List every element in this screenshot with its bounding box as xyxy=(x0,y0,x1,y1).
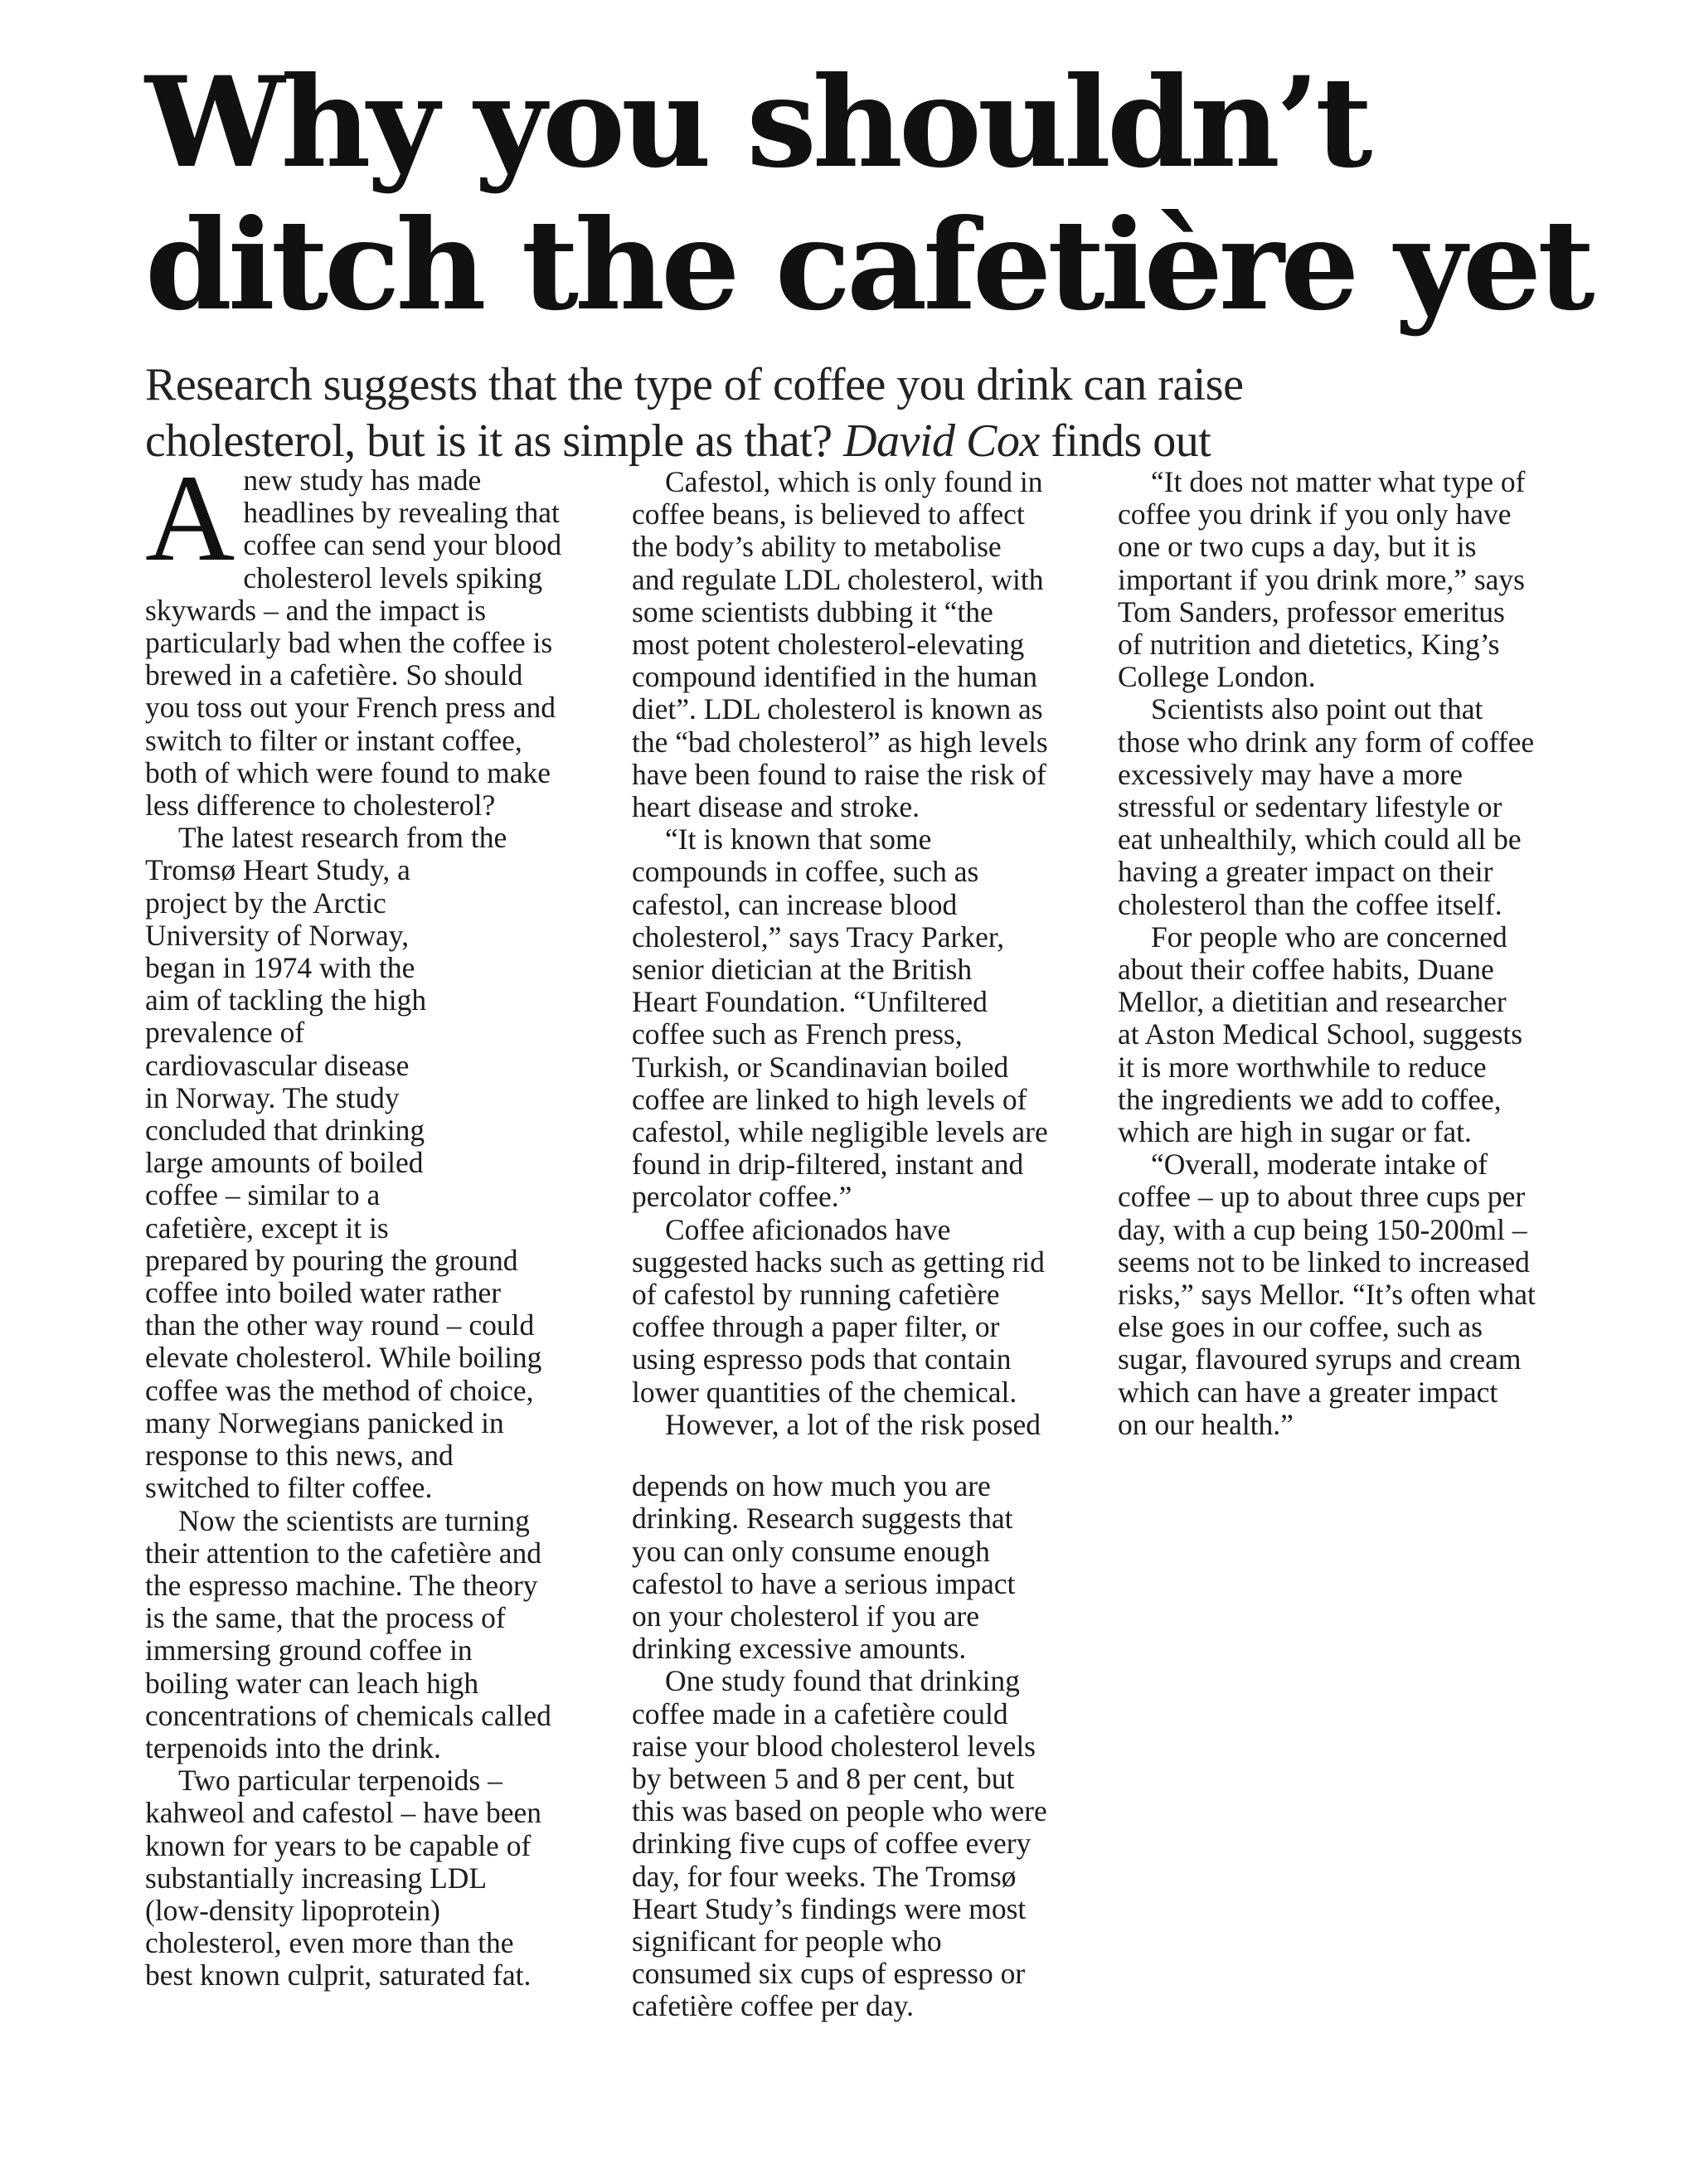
text-line: percolator coffee.” xyxy=(632,1180,852,1214)
text-line: Two particular terpenoids – xyxy=(178,1764,502,1798)
byline-author: David Cox xyxy=(843,415,1040,467)
text-line: response to this news, and xyxy=(145,1439,454,1473)
text-line: found in drip-filtered, instant and xyxy=(632,1148,1024,1182)
text-line: switch to filter or instant coffee, xyxy=(145,723,522,757)
paragraph-10 xyxy=(1118,466,1595,693)
text-line: headlines by revealing that xyxy=(243,496,560,530)
text-line: both of which were found to make xyxy=(145,755,551,789)
text-line: project by the Arctic xyxy=(145,886,386,920)
text-line: about their coffee habits, Duane xyxy=(1118,953,1494,987)
text-line: eat unhealthily, which could all be xyxy=(1118,823,1522,857)
text-line: the “bad cholesterol” as high levels xyxy=(632,725,1048,759)
article-column-1 xyxy=(145,449,618,1992)
text-line: drinking five cups of coffee every xyxy=(632,1827,1032,1861)
text-line: cholesterol,” says Tracy Parker, xyxy=(632,920,1005,954)
text-line: have been found to raise the risk of xyxy=(632,757,1046,791)
text-line: substantially increasing LDL xyxy=(145,1861,488,1895)
text-line: cholesterol, even more than the xyxy=(145,1926,514,1960)
text-line: University of Norway, xyxy=(145,918,410,952)
text-line: Tom Sanders, professor emeritus xyxy=(1118,595,1505,629)
text-line: large amounts of boiled xyxy=(145,1146,424,1180)
text-line: terpenoids into the drink. xyxy=(145,1730,441,1764)
text-line: Mellor, a dietitian and researcher xyxy=(1118,985,1507,1019)
text-line: drinking. Research suggests that xyxy=(632,1502,1013,1536)
text-line: on your cholesterol if you are xyxy=(632,1599,979,1633)
text-line: began in 1974 with the xyxy=(145,951,415,985)
text-line: Heart Study’s findings were most xyxy=(632,1891,1027,1925)
text-line: However, a lot of the risk posed xyxy=(665,1407,1041,1441)
text-line: coffee – up to about three cups per xyxy=(1118,1180,1526,1214)
text-line: sugar, flavoured syrups and cream xyxy=(1118,1342,1522,1376)
text-line: many Norwegians panicked in xyxy=(145,1405,504,1439)
text-line: raise your blood cholesterol levels xyxy=(632,1729,1036,1763)
text-line: significant for people who xyxy=(632,1924,942,1958)
text-line: which can have a greater impact xyxy=(1118,1375,1498,1409)
text-line: brewed in a cafetière. So should xyxy=(145,658,523,692)
text-line: Scientists also point out that xyxy=(1151,692,1483,726)
text-line: cafestol to have a serious impact xyxy=(632,1566,1016,1600)
column-gap xyxy=(632,1441,1109,1470)
text-line: cafetière coffee per day. xyxy=(632,1989,914,2023)
text-line: the body’s ability to metabolise xyxy=(632,530,1002,564)
text-line: coffee made in a cafetière could xyxy=(632,1696,1008,1730)
text-line: their attention to the cafetière and xyxy=(145,1536,542,1570)
text-line: Tromsø Heart Study, a xyxy=(145,853,410,887)
text-line: best known culprit, saturated fat. xyxy=(145,1958,532,1992)
paragraph-2 xyxy=(145,822,618,1504)
text-line: less difference to cholesterol? xyxy=(145,789,496,823)
text-line: the espresso machine. The theory xyxy=(145,1568,538,1602)
text-line: Coffee aficionados have xyxy=(665,1212,951,1246)
text-line: diet”. LDL cholesterol is known as xyxy=(632,692,1043,726)
paragraph-1 xyxy=(145,562,618,823)
text-line: coffee can send your blood xyxy=(243,528,562,562)
text-line: concluded that drinking xyxy=(145,1114,425,1148)
text-line: you can only consume enough xyxy=(632,1534,990,1568)
text-line: coffee such as French press, xyxy=(632,1017,963,1051)
text-line: immersing ground coffee in xyxy=(145,1633,473,1667)
text-line: cardiovascular disease xyxy=(145,1048,410,1082)
standfirst-line-2 xyxy=(145,413,1472,469)
text-line: known for years to be capable of xyxy=(145,1828,532,1862)
text-line: coffee are linked to high levels of xyxy=(632,1082,1027,1116)
text-line: of cafestol by running cafetière xyxy=(632,1278,1000,1312)
text-line: One study found that drinking xyxy=(665,1664,1020,1698)
text-line: heart disease and stroke. xyxy=(632,790,920,824)
text-line: compounds in coffee, such as xyxy=(632,855,979,889)
paragraph-12 xyxy=(1118,921,1595,1148)
paragraph-4 xyxy=(145,1764,618,1992)
text-line: College London. xyxy=(1118,660,1316,694)
text-line: important if you drink more,” says xyxy=(1118,562,1525,596)
text-line: consumed six cups of espresso or xyxy=(632,1957,1026,1991)
article-column-2 xyxy=(632,466,1109,2023)
text-line: most potent cholesterol-elevating xyxy=(632,628,1025,662)
text-line: prevalence of xyxy=(145,1016,305,1050)
text-line: skywards – and the impact is xyxy=(145,593,487,627)
text-line: depends on how much you are xyxy=(632,1469,991,1503)
text-line: stressful or sedentary lifestyle or xyxy=(1118,790,1502,824)
text-line: the ingredients we add to coffee, xyxy=(1118,1082,1502,1116)
text-line: by between 5 and 8 per cent, but xyxy=(632,1761,1015,1795)
text-line: Heart Foundation. “Unfiltered xyxy=(632,985,988,1019)
text-line: cafetière, except it is xyxy=(145,1211,389,1245)
paragraph-3 xyxy=(145,1505,618,1765)
text-line: day, for four weeks. The Tromsø xyxy=(632,1859,1017,1893)
text-line: lower quantities of the chemical. xyxy=(632,1375,1017,1409)
text-line: cholesterol than the coffee itself. xyxy=(1118,887,1502,921)
text-line: you toss out your French press and xyxy=(145,691,556,725)
text-line: using espresso pods that contain xyxy=(632,1342,1012,1376)
text-line: coffee was the method of choice, xyxy=(145,1373,534,1407)
paragraph-8-continued xyxy=(632,1470,1109,1665)
text-line: it is more worthwhile to reduce xyxy=(1118,1050,1487,1084)
text-line: and regulate LDL cholesterol, with xyxy=(632,562,1044,596)
text-line: senior dietician at the British xyxy=(632,953,973,987)
text-line: day, with a cup being 150-200ml – xyxy=(1118,1212,1527,1246)
text-line: this was based on people who were xyxy=(632,1794,1047,1828)
text-line: compound identified in the human xyxy=(632,660,1038,694)
text-line: seems not to be linked to increased xyxy=(1118,1245,1530,1279)
paragraph-7 xyxy=(632,1214,1109,1409)
text-line: is the same, that the process of xyxy=(145,1601,506,1635)
text-line: cafestol, can increase blood xyxy=(632,887,958,921)
text-line: elevate cholesterol. While boiling xyxy=(145,1341,542,1375)
text-line: coffee into boiled water rather xyxy=(145,1276,502,1310)
text-line: concentrations of chemicals called xyxy=(145,1698,551,1732)
text-line: excessively may have a more xyxy=(1118,757,1463,791)
article-column-3 xyxy=(1118,466,1595,1441)
text-line: new study has made xyxy=(243,463,482,497)
standfirst-line-1: Research suggests that the type of coffee you drink can raise xyxy=(145,359,1244,410)
paragraph-13 xyxy=(1118,1148,1595,1441)
text-line: coffee through a paper filter, or xyxy=(632,1310,1000,1344)
text-line: boiling water can leach high xyxy=(145,1666,479,1700)
drop-cap: A xyxy=(145,449,235,587)
paragraph-8 xyxy=(632,1409,1109,1441)
text-line: Turkish, or Scandinavian boiled xyxy=(632,1050,1009,1084)
headline xyxy=(145,50,1591,338)
text-line: “It is known that some xyxy=(665,823,932,857)
text-line: at Aston Medical School, suggests xyxy=(1118,1017,1523,1051)
text-line: coffee – similar to a xyxy=(145,1178,381,1212)
paragraph-9 xyxy=(632,1665,1109,2022)
text-line: else goes in our coffee, such as xyxy=(1118,1310,1483,1344)
paragraph-5 xyxy=(632,466,1109,823)
text-line: than the other way round – could xyxy=(145,1308,535,1342)
text-line: on our health.” xyxy=(1118,1407,1294,1441)
text-line: which are high in sugar or fat. xyxy=(1118,1115,1472,1149)
text-line: aim of tackling the high xyxy=(145,983,427,1017)
text-line: kahweol and cafestol – have been xyxy=(145,1796,542,1830)
text-line: particularly bad when the coffee is xyxy=(145,626,553,660)
text-line: “Overall, moderate intake of xyxy=(1151,1148,1488,1182)
text-line: those who drink any form of coffee xyxy=(1118,725,1535,759)
text-line: The latest research from the xyxy=(178,821,507,855)
paragraph-6 xyxy=(632,823,1109,1213)
standfirst xyxy=(145,357,1472,469)
standfirst-tail: finds out xyxy=(1039,415,1211,467)
text-line: Cafestol, which is only found in xyxy=(665,465,1043,498)
headline-line-2: ditch the cafetière yet xyxy=(145,192,1591,338)
text-line: of nutrition and dietetics, King’s xyxy=(1118,628,1500,662)
text-line: cafestol, while negligible levels are xyxy=(632,1115,1048,1149)
text-line: some scientists dubbing it “the xyxy=(632,595,993,629)
headline-line-1: Why you shouldn’t xyxy=(145,50,1369,196)
text-line: (low-density lipoprotein) xyxy=(145,1893,440,1927)
text-line: “It does not matter what type of xyxy=(1151,465,1526,498)
text-line: coffee you drink if you only have xyxy=(1118,497,1512,531)
text-line: switched to filter coffee. xyxy=(145,1471,433,1505)
text-line: Now the scientists are turning xyxy=(178,1503,530,1537)
text-line: coffee beans, is believed to affect xyxy=(632,497,1025,531)
standfirst-text: cholesterol, but is it as simple as that? xyxy=(145,415,844,467)
text-line: having a greater impact on their xyxy=(1118,855,1493,889)
text-line: drinking excessive amounts. xyxy=(632,1632,967,1666)
text-line: cholesterol levels spiking xyxy=(243,561,543,595)
paragraph-11 xyxy=(1118,693,1595,920)
text-line: suggested hacks such as getting rid xyxy=(632,1245,1045,1279)
text-line: For people who are concerned xyxy=(1151,920,1507,954)
text-line: prepared by pouring the ground xyxy=(145,1243,518,1277)
text-line: in Norway. The study xyxy=(145,1080,400,1114)
text-line: one or two cups a day, but it is xyxy=(1118,530,1477,564)
text-line: risks,” says Mellor. “It’s often what xyxy=(1118,1278,1536,1312)
